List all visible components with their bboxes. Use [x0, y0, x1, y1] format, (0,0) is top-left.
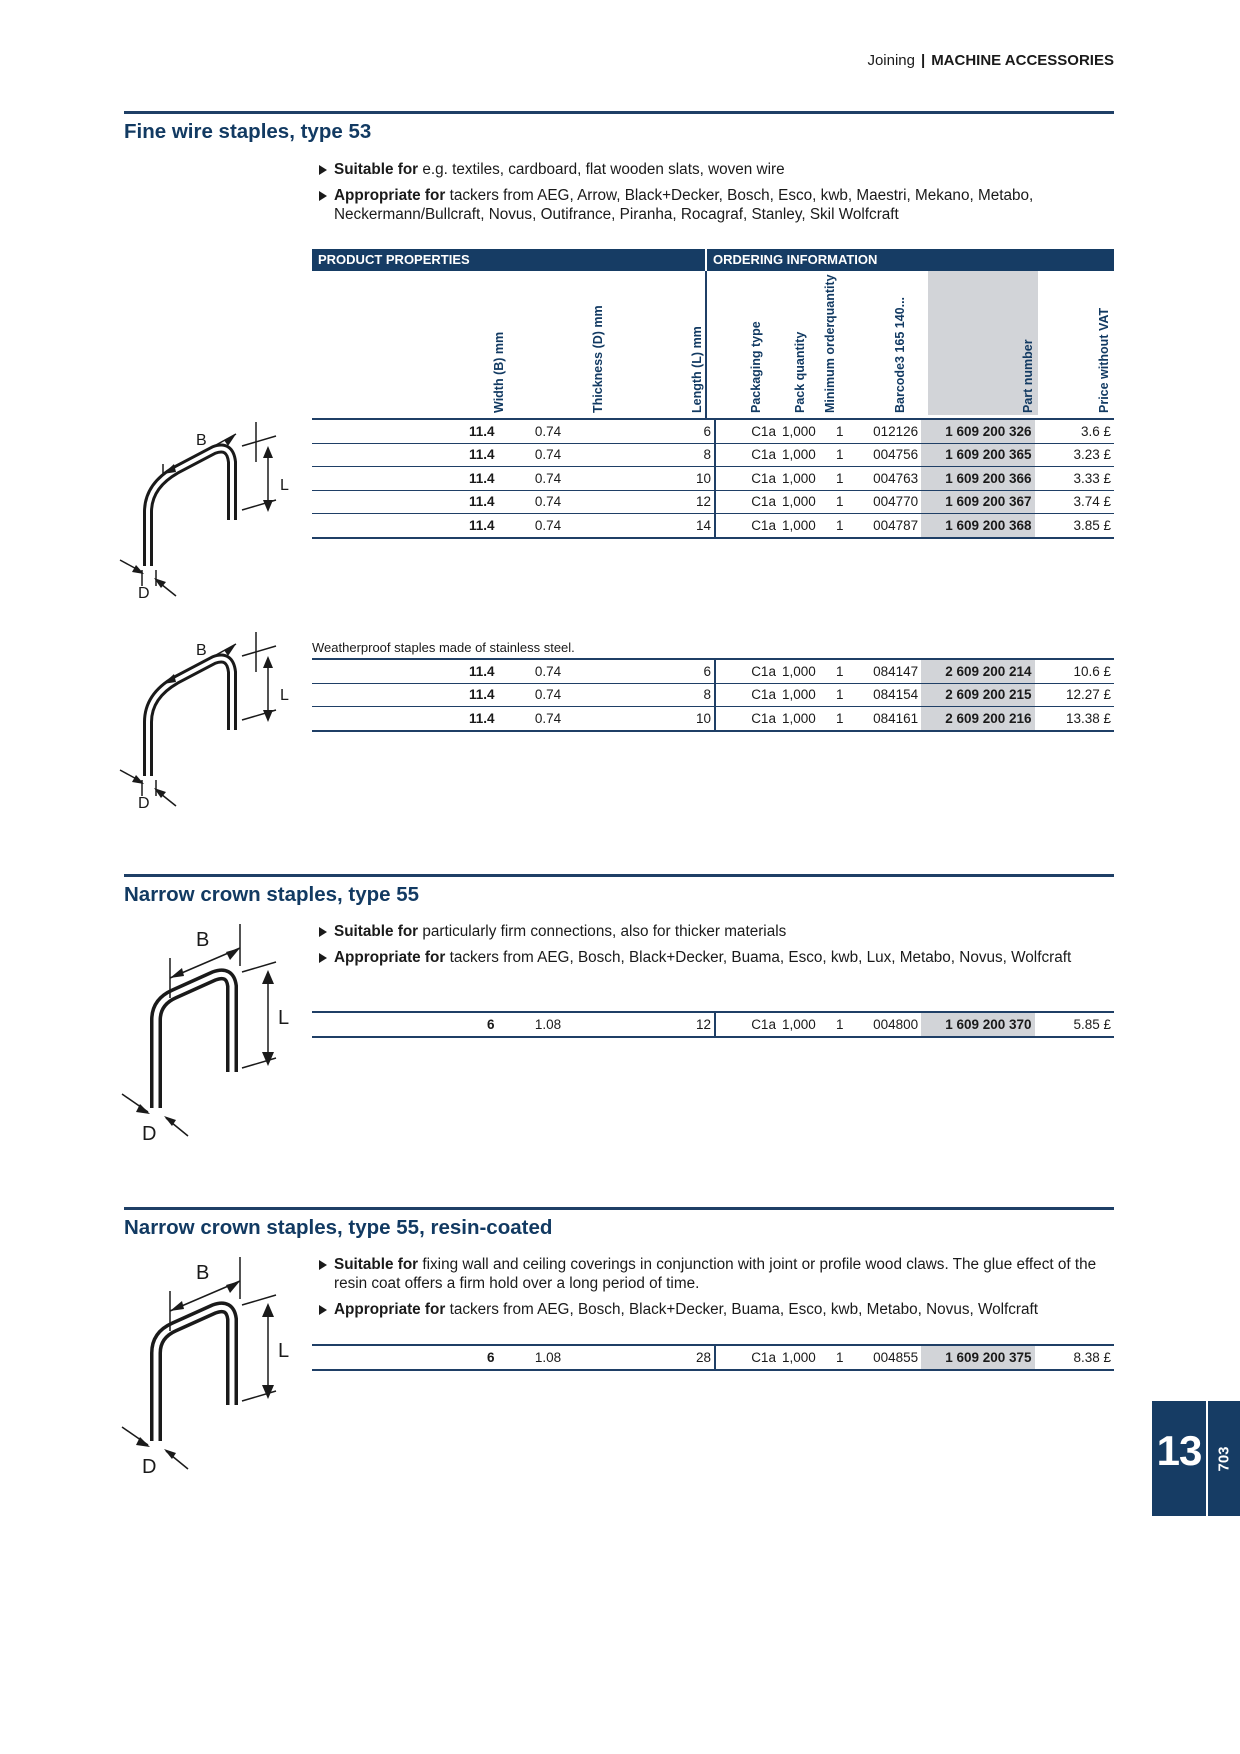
cell-part-number: 2 609 200 214	[921, 659, 1034, 683]
cell-pack-quantity: 1,000	[779, 1345, 824, 1370]
page-number-box	[1208, 1401, 1240, 1516]
cell-price: 3.33 £	[1035, 467, 1114, 491]
svg-text:D: D	[138, 585, 150, 602]
table-row	[312, 659, 1114, 683]
cell-price: 3.85 £	[1035, 514, 1114, 538]
cell-pack-quantity: 1,000	[779, 443, 824, 467]
cell-width: 6	[312, 1012, 498, 1037]
cell-barcode: 004800	[855, 1012, 921, 1037]
running-head	[700, 52, 1114, 69]
cell-barcode: 004770	[855, 490, 921, 514]
svg-text:D: D	[138, 795, 150, 812]
table-row	[312, 467, 1114, 491]
cell-width: 11.4	[312, 443, 498, 467]
svg-text:L: L	[278, 1340, 290, 1362]
table-row	[312, 443, 1114, 467]
feature-list	[318, 922, 1118, 974]
col-header-pack-quantity: Pack quantity	[793, 331, 807, 413]
col-header-price: Price without VAT	[1097, 307, 1111, 413]
cell-barcode: 004756	[855, 443, 921, 467]
cell-packaging-type: C1a	[715, 490, 779, 514]
cell-pack-quantity: 1,000	[779, 707, 824, 731]
staple-diagram-type-53	[118, 420, 298, 605]
cell-length: 28	[599, 1345, 715, 1370]
cell-thickness: 0.74	[498, 467, 599, 491]
table-row	[312, 707, 1114, 731]
cell-packaging-type: C1a	[715, 443, 779, 467]
cell-pack-quantity: 1,000	[779, 683, 824, 707]
cell-length: 10	[599, 467, 715, 491]
col-header-barcode: Barcode 3 165 140...	[893, 296, 907, 413]
cell-length: 14	[599, 514, 715, 538]
cell-thickness: 0.74	[498, 707, 599, 731]
cell-part-number: 2 609 200 216	[921, 707, 1034, 731]
col-header-min-order: Minimum order quantity	[823, 274, 837, 413]
section-title: Narrow crown staples, type 55, resin-coated	[124, 1216, 553, 1239]
svg-text:B: B	[196, 432, 207, 449]
cell-barcode: 004763	[855, 467, 921, 491]
feature-item: Appropriate for tackers from AEG, Bosch, Black+Decker, Buama, Esco, kwb, Lux, Metabo, Novus, Wolfcraft	[318, 948, 1118, 967]
cell-min-order: 1	[824, 490, 855, 514]
feature-item: Suitable for fixing wall and ceiling coverings in conjunction with joint or profile wood claws. The glue effect of the resin coat offers a firm hold over a long period of time.	[318, 1255, 1118, 1293]
cell-width: 11.4	[312, 707, 498, 731]
product-table-type-55-resin	[312, 1344, 1114, 1371]
col-header-packaging-type: Packaging type	[749, 321, 763, 413]
cell-part-number: 1 609 200 375	[921, 1345, 1034, 1370]
table-row	[312, 419, 1114, 443]
header-product-properties: PRODUCT PROPERTIES	[312, 249, 705, 271]
stainless-note: Weatherproof staples made of stainless steel.	[312, 640, 575, 655]
cell-length: 8	[599, 443, 715, 467]
running-head-separator: |	[920, 52, 926, 69]
cell-price: 3.74 £	[1035, 490, 1114, 514]
product-table-type-55	[312, 1011, 1114, 1038]
cell-part-number: 1 609 200 366	[921, 467, 1034, 491]
cell-width: 11.4	[312, 683, 498, 707]
bullet-arrow-icon	[319, 1260, 327, 1270]
cell-packaging-type: C1a	[715, 1345, 779, 1370]
header-ordering-information: ORDERING INFORMATION	[707, 249, 1114, 271]
cell-min-order: 1	[824, 683, 855, 707]
col-header-thickness: Thickness (D) mm	[591, 305, 605, 413]
col-header-length: Length (L) mm	[690, 326, 704, 413]
staple-diagram-type-55	[118, 922, 298, 1152]
cell-part-number: 1 609 200 370	[921, 1012, 1034, 1037]
group-divider	[705, 271, 707, 418]
cell-pack-quantity: 1,000	[779, 514, 824, 538]
table-row	[312, 490, 1114, 514]
feature-item: Suitable for particularly firm connections, also for thicker materials	[318, 922, 1118, 941]
svg-text:B: B	[196, 929, 210, 951]
cell-packaging-type: C1a	[715, 683, 779, 707]
product-table-stainless	[312, 658, 1114, 732]
cell-length: 12	[599, 1012, 715, 1037]
cell-price: 8.38 £	[1035, 1345, 1114, 1370]
cell-packaging-type: C1a	[715, 707, 779, 731]
cell-part-number: 2 609 200 215	[921, 683, 1034, 707]
cell-packaging-type: C1a	[715, 419, 779, 443]
cell-packaging-type: C1a	[715, 659, 779, 683]
svg-text:B: B	[196, 642, 207, 659]
cell-pack-quantity: 1,000	[779, 490, 824, 514]
cell-length: 6	[599, 659, 715, 683]
running-head-section: Joining	[867, 52, 915, 69]
cell-barcode: 004855	[855, 1345, 921, 1370]
cell-thickness: 0.74	[498, 443, 599, 467]
bullet-arrow-icon	[319, 191, 327, 201]
cell-min-order: 1	[824, 419, 855, 443]
section-title: Fine wire staples, type 53	[124, 120, 372, 143]
cell-thickness: 0.74	[498, 514, 599, 538]
svg-text:L: L	[280, 477, 289, 494]
cell-min-order: 1	[824, 443, 855, 467]
svg-text:B: B	[196, 1262, 210, 1284]
cell-length: 10	[599, 707, 715, 731]
cell-width: 11.4	[312, 467, 498, 491]
cell-packaging-type: C1a	[715, 1012, 779, 1037]
bullet-arrow-icon	[319, 953, 327, 963]
cell-length: 12	[599, 490, 715, 514]
cell-width: 11.4	[312, 659, 498, 683]
table-header-bar	[312, 249, 1114, 271]
cell-price: 3.6 £	[1035, 419, 1114, 443]
section-rule	[124, 111, 1114, 114]
cell-min-order: 1	[824, 467, 855, 491]
cell-price: 5.85 £	[1035, 1012, 1114, 1037]
svg-text:L: L	[280, 687, 289, 704]
cell-barcode: 084147	[855, 659, 921, 683]
cell-pack-quantity: 1,000	[779, 467, 824, 491]
staple-diagram-type-55-resin	[118, 1255, 298, 1485]
cell-barcode: 012126	[855, 419, 921, 443]
cell-pack-quantity: 1,000	[779, 1012, 824, 1037]
cell-price: 13.38 £	[1035, 707, 1114, 731]
table-row	[312, 1345, 1114, 1370]
cell-width: 11.4	[312, 514, 498, 538]
product-table-type-53	[312, 418, 1114, 539]
cell-length: 6	[599, 419, 715, 443]
cell-price: 3.23 £	[1035, 443, 1114, 467]
svg-text:D: D	[142, 1123, 157, 1145]
cell-width: 6	[312, 1345, 498, 1370]
cell-packaging-type: C1a	[715, 514, 779, 538]
cell-thickness: 0.74	[498, 419, 599, 443]
cell-packaging-type: C1a	[715, 467, 779, 491]
table-row	[312, 514, 1114, 538]
feature-list	[318, 1255, 1118, 1326]
cell-min-order: 1	[824, 514, 855, 538]
feature-item: Appropriate for tackers from AEG, Arrow, Black+Decker, Bosch, Esco, kwb, Maestri, Mekano, Metabo, Neckermann/Bullcraft, Novus, Outifrance, Piranha, Rocagraf, Stanley, Skil Wolfcraft	[318, 186, 1118, 224]
cell-min-order: 1	[824, 707, 855, 731]
cell-min-order: 1	[824, 1012, 855, 1037]
feature-list	[318, 160, 1118, 231]
bullet-arrow-icon	[319, 1305, 327, 1315]
svg-text:L: L	[278, 1007, 290, 1029]
cell-barcode: 004787	[855, 514, 921, 538]
cell-pack-quantity: 1,000	[779, 419, 824, 443]
cell-pack-quantity: 1,000	[779, 659, 824, 683]
cell-part-number: 1 609 200 367	[921, 490, 1034, 514]
svg-text:D: D	[142, 1456, 157, 1478]
running-head-category: MACHINE ACCESSORIES	[931, 52, 1114, 69]
cell-price: 12.27 £	[1035, 683, 1114, 707]
col-header-part-number: Part number	[1021, 339, 1035, 413]
cell-barcode: 084154	[855, 683, 921, 707]
cell-barcode: 084161	[855, 707, 921, 731]
table-row	[312, 683, 1114, 707]
cell-min-order: 1	[824, 1345, 855, 1370]
cell-length: 8	[599, 683, 715, 707]
chapter-tab	[1152, 1401, 1240, 1516]
table-row	[312, 1012, 1114, 1037]
page-number: 703	[1215, 1445, 1233, 1472]
cell-part-number: 1 609 200 365	[921, 443, 1034, 467]
cell-width: 11.4	[312, 490, 498, 514]
col-header-width: Width (B) mm	[492, 331, 506, 413]
staple-diagram-stainless	[118, 630, 298, 815]
section-rule	[124, 1207, 1114, 1210]
cell-thickness: 1.08	[498, 1012, 599, 1037]
cell-thickness: 0.74	[498, 490, 599, 514]
cell-price: 10.6 £	[1035, 659, 1114, 683]
cell-thickness: 0.74	[498, 683, 599, 707]
cell-min-order: 1	[824, 659, 855, 683]
cell-width: 11.4	[312, 419, 498, 443]
cell-part-number: 1 609 200 368	[921, 514, 1034, 538]
cell-thickness: 0.74	[498, 659, 599, 683]
chapter-number: 13	[1156, 1427, 1202, 1474]
cell-thickness: 1.08	[498, 1345, 599, 1370]
feature-item: Suitable for e.g. textiles, cardboard, flat wooden slats, woven wire	[318, 160, 1118, 179]
section-rule	[124, 874, 1114, 877]
section-title: Narrow crown staples, type 55	[124, 883, 420, 906]
bullet-arrow-icon	[319, 165, 327, 175]
cell-part-number: 1 609 200 326	[921, 419, 1034, 443]
feature-item: Appropriate for tackers from AEG, Bosch, Black+Decker, Buama, Esco, kwb, Metabo, Novus, Wolfcraft	[318, 1300, 1118, 1319]
bullet-arrow-icon	[319, 927, 327, 937]
